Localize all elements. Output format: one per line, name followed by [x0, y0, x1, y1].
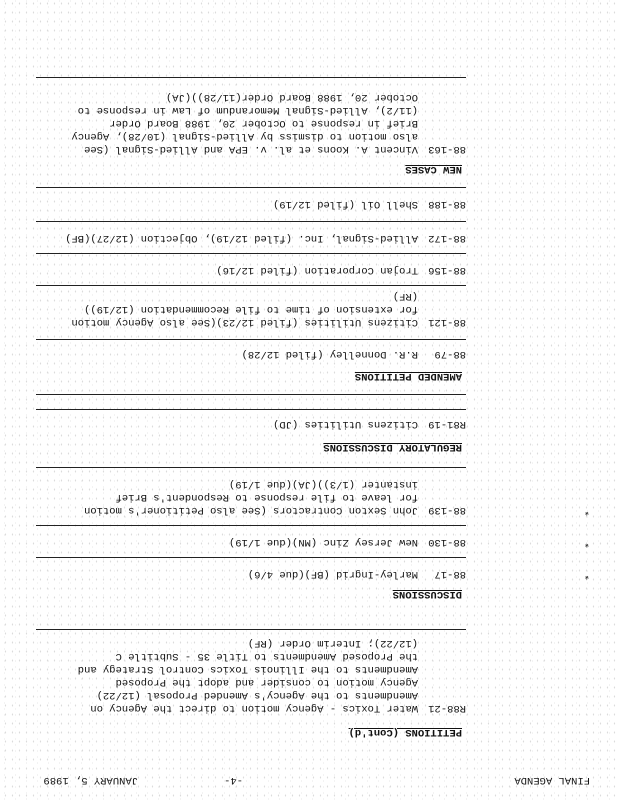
item-text: New Jersey Zinc (MN)(due 1/19) — [228, 536, 418, 548]
item-number: R81-19 — [428, 418, 466, 430]
section-regulatory-discussions: REGULATORY DISCUSSIONS — [323, 441, 462, 453]
section-amended-petitions: AMENDED PETITIONS — [354, 370, 462, 382]
separator-line — [36, 77, 466, 78]
separator-line — [36, 339, 466, 340]
item-number: 88-121 — [428, 316, 466, 328]
item-text: Citizens Utilities (filed 12/23)(See also Agency motion for extension of time to file Recommendation (12/19)) (RF) — [71, 290, 418, 328]
star-marker: * — [583, 536, 590, 548]
item-text: R.R. Donnelley (filed 12/28) — [241, 348, 418, 360]
separator-line — [36, 525, 466, 526]
item-text: Trojan Corporation (filed 12/16) — [216, 264, 418, 276]
separator-line — [36, 629, 466, 630]
item-text: Marley-Ingrid (BF)(due 4/6) — [247, 568, 418, 580]
star-marker: * — [583, 568, 590, 580]
separator-line — [36, 285, 466, 286]
header-page-number: -4- — [224, 774, 243, 786]
item-text: Citizens Utilities (JD) — [273, 418, 418, 430]
item-text: John Sexton Contractors (See also Petitioner's motion for leave to file response to Respondent's Brief instanter (1/3))(JA)(due 1/19) — [84, 478, 418, 516]
item-number: 88-139 — [428, 504, 466, 516]
separator-line — [36, 221, 466, 222]
separator-line — [36, 557, 466, 558]
separator-line — [36, 253, 466, 254]
section-new-cases: NEW CASES — [405, 163, 462, 175]
section-petitions: PETITIONS (Cont'd) — [348, 726, 462, 738]
separator-line — [36, 467, 466, 468]
item-number: 88-172 — [428, 232, 466, 244]
item-text: Shell Oil (filed 12/19) — [273, 198, 418, 210]
item-number: 88-130 — [428, 536, 466, 548]
item-number: 88-79 — [434, 348, 466, 360]
item-text: Vincent A. Koons et al. v. EPA and Allied-Signal (See also motion to dismiss by Allied-Signal (10/28), Agency Brief in response to October 20, 1988 Board Order (11/2), Allied-Signal Memorandum of Law in response to October 20, 1988 Board Order(11/28))(JA) — [71, 91, 418, 155]
item-text: Water Toxics - Agency motion to direct the Agency on Amendments to the Agency's Amended Proposal (12/22) Agency motion to consider and adopt the Proposed Amendments to the Illinois Toxics Control Strategy and the Proposed Amendments to Title 35 - Subtitle C (12/22); Interim Order (RF) — [77, 637, 418, 714]
section-discussions: DISCUSSIONS — [392, 588, 462, 600]
item-number: 88-17 — [434, 568, 466, 580]
header-date: JANUARY 5, 1989 — [43, 774, 138, 786]
item-number: 88-156 — [428, 264, 466, 276]
separator-line — [36, 394, 466, 395]
star-marker: * — [583, 504, 590, 516]
separator-line — [36, 409, 466, 410]
item-number: R88-21 — [428, 702, 466, 714]
item-number: 88-163 — [428, 143, 466, 155]
item-number: 88-188 — [428, 198, 466, 210]
header-left: FINAL AGENDA — [514, 774, 590, 786]
item-text: Allied-Signal, Inc. (filed 12/19), Objection (12/27)(BF) — [65, 232, 418, 244]
separator-line — [36, 187, 466, 188]
